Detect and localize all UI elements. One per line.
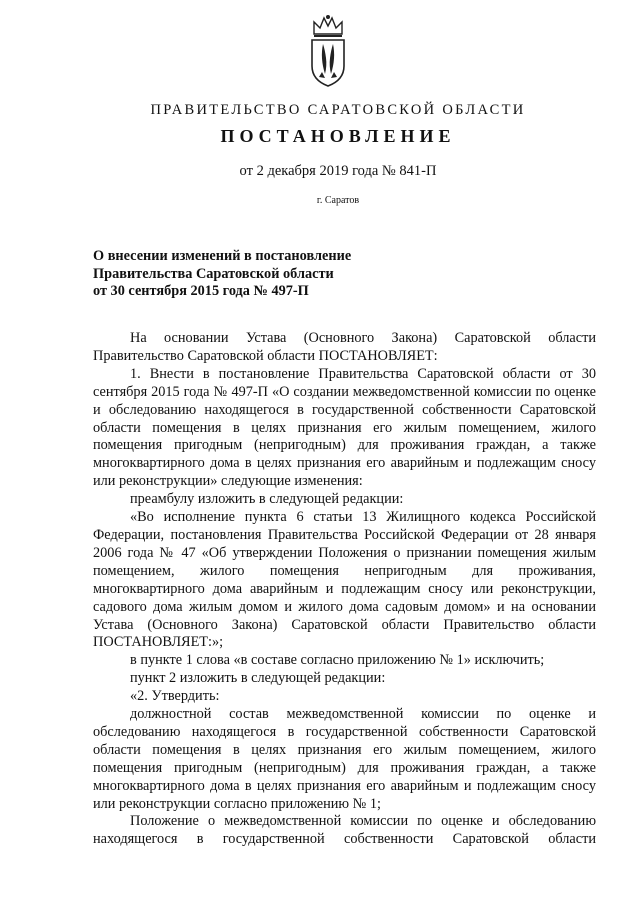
paragraph-preamble: На основании Устава (Основного Закона) Саратовской области Правительство Саратовской области ПОСТАНОВЛЯЕТ:	[93, 330, 596, 364]
title-line: О внесении изменений в постановление	[93, 248, 352, 264]
document-type: ПОСТАНОВЛЕНИЕ	[220, 126, 456, 146]
title-line: Правительства Саратовской области	[93, 265, 334, 282]
government-name: ПРАВИТЕЛЬСТВО САРАТОВСКОЙ ОБЛАСТИ	[150, 102, 526, 118]
paragraph: Положение о межведомственной комиссии по оценке и обследованию находящегося в государственной собственности Саратовской области	[93, 813, 596, 848]
title-line: от 30 сентября 2015 года № 497-П	[93, 283, 309, 299]
paragraph: должностной состав межведомственной комиссии по оценке и обследованию находящегося в государственной собственности Саратовской области помещения в целях признания его жилым помещением, жилого помещения пригодным (непригодным) для проживания граждан, а также многоквартирного дома в целях признания его аварийным и подлежащим сносу или реконструкции согласно приложению № 1;	[93, 706, 596, 812]
paragraph-item-1: 1. Внести в постановление Правительства Саратовской области от 30 сентября 2015 года № 497-П «О создании межведомственной комиссии по оценке и обследованию находящегося в государственной собственности Саратовской области помещения в целях признания его жилым помещением, жилого помещения пригодным (непригодным) для проживания граждан, а также многоквартирного дома в целях признания его аварийным и подлежащим сносу или реконструкции» следующие изменения:	[93, 365, 596, 490]
document-city: г. Саратов	[316, 195, 360, 206]
document-body	[93, 330, 596, 849]
document-date-number: от 2 декабря 2019 года № 841-П	[239, 163, 437, 179]
coat-of-arms-icon	[304, 14, 352, 88]
paragraph: «2. Утвердить:	[130, 688, 220, 705]
paragraph: в пункте 1 слова «в составе согласно приложению № 1» исключить;	[130, 652, 545, 669]
paragraph: преамбулу изложить в следующей редакции:	[130, 491, 404, 508]
paragraph-quote: «Во исполнение пункта 6 статьи 13 Жилищного кодекса Российской Федерации, постановления Правительства Российской Федерации от 28 января 2006 года № 47 «Об утверждении Положения о признании помещения жилым помещением, жилого помещения непригодным для проживания, многоквартирного дома аварийным и подлежащим сносу или реконструкции, садового дома жилым домом и жилого дома садовым домом» и на основании Устава (Основного Закона) Саратовской области Правительство области ПОСТАНОВЛЯЕТ:»;	[93, 509, 596, 651]
document-title	[93, 248, 493, 301]
paragraph: пункт 2 изложить в следующей редакции:	[130, 670, 386, 687]
